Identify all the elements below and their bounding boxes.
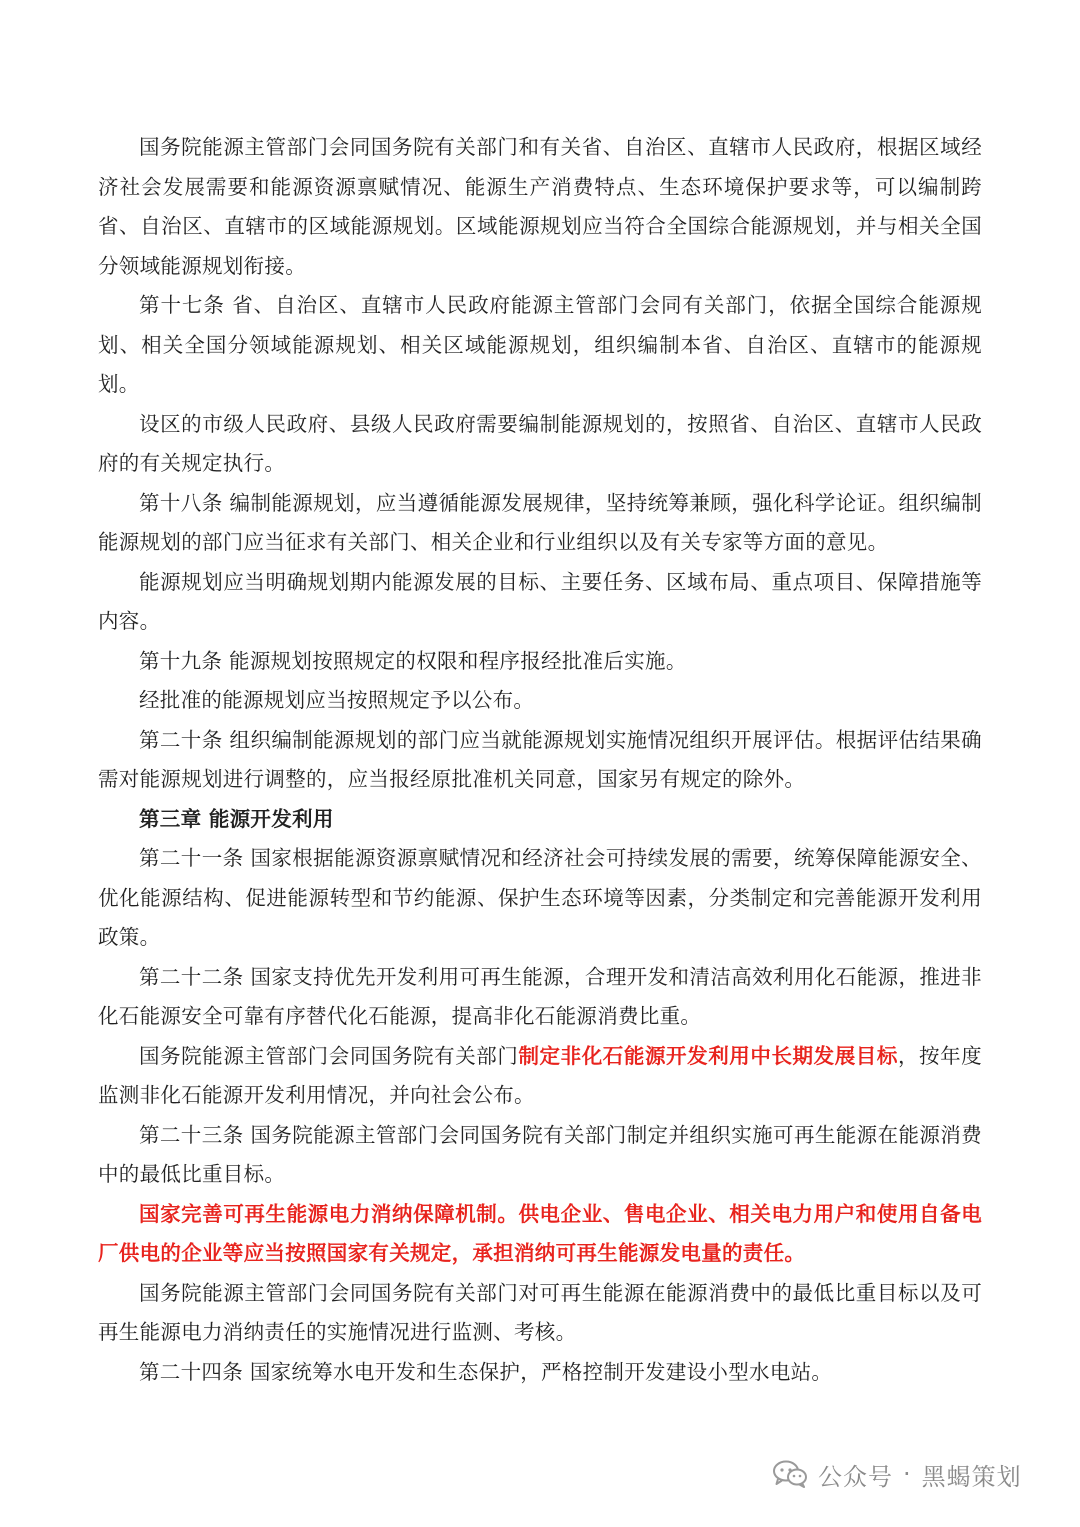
paragraph-non-fossil-before: 国务院能源主管部门会同国务院有关部门 xyxy=(139,1043,519,1068)
article-22: 第二十二条 国家支持优先开发利用可再生能源，合理开发和清洁高效利用化石能源，推进非化石能源安全可靠有序替代化石能源，提高非化石能源消费比重。 xyxy=(98,964,982,1028)
article-18: 第十八条 编制能源规划，应当遵循能源发展规律，坚持统筹兼顾，强化科学论证。组织编制能源规划的部门应当征求有关部门、相关企业和行业组织以及有关专家等方面的意见。 xyxy=(98,490,982,554)
highlight-consumption-guarantee: 国家完善可再生能源电力消纳保障机制。供电企业、售电企业、相关电力用户和使用自备电厂供电的企业等应当按照国家有关规定，承担消纳可再生能源发电量的责任。 xyxy=(98,1201,982,1265)
watermark-separator: · xyxy=(903,1460,912,1488)
article-23: 第二十三条 国务院能源主管部门会同国务院有关部门制定并组织实施可再生能源在能源消费中的最低比重目标。 xyxy=(98,1122,982,1186)
paragraph-regional-plan: 国务院能源主管部门会同国务院有关部门和有关省、自治区、直辖市人民政府，根据区域经济社会发展需要和能源资源禀赋情况、能源生产消费特点、生态环境保护要求等，可以编制跨省、自治区、直辖市的区域能源规划。区域能源规划应当符合全国综合能源规划，并与相关全国分领域能源规划衔接。 xyxy=(98,135,982,278)
article-20: 第二十条 组织编制能源规划的部门应当就能源规划实施情况组织开展评估。根据评估结果确需对能源规划进行调整的，应当报经原批准机关同意，国家另有规定的除外。 xyxy=(98,727,982,791)
document-body xyxy=(98,128,982,1392)
article-21: 第二十一条 国家根据能源资源禀赋情况和经济社会可持续发展的需要，统筹保障能源安全、优化能源结构、促进能源转型和节约能源、保护生态环境等因素，分类制定和完善能源开发利用政策。 xyxy=(98,846,982,949)
article-19: 第十九条 能源规划按照规定的权限和程序报经批准后实施。 xyxy=(139,648,687,673)
paragraph-non-fossil-target xyxy=(98,1037,982,1116)
article-17: 第十七条 省、自治区、直辖市人民政府能源主管部门会同有关部门，依据全国综合能源规划、相关全国分领域能源规划、相关区域能源规划，组织编制本省、自治区、直辖市的能源规划。 xyxy=(98,293,982,396)
watermark xyxy=(772,1452,1022,1496)
paragraph-non-fossil-after: ，按年度监测非化石能源开发利用情况，并向社会公布。 xyxy=(98,1043,982,1107)
watermark-label: 公众号 xyxy=(818,1462,893,1491)
paragraph-plan-publish: 经批准的能源规划应当按照规定予以公布。 xyxy=(139,688,535,712)
paragraph-plan-content: 能源规划应当明确规划期内能源发展的目标、主要任务、区域布局、重点项目、保障措施等内容。 xyxy=(98,569,982,633)
article-24: 第二十四条 国家统筹水电开发和生态保护，严格控制开发建设小型水电站。 xyxy=(139,1359,833,1384)
paragraph-city-county-plan: 设区的市级人民政府、县级人民政府需要编制能源规划的，按照省、自治区、直辖市人民政府的有关规定执行。 xyxy=(98,411,982,475)
watermark-account: 黑蝎策划 xyxy=(921,1462,1022,1491)
paragraph-monitoring-assessment: 国务院能源主管部门会同国务院有关部门对可再生能源在能源消费中的最低比重目标以及可再生能源电力消纳责任的实施情况进行监测、考核。 xyxy=(98,1280,982,1344)
wechat-icon xyxy=(772,1460,808,1488)
chapter-3-heading: 第三章 能源开发利用 xyxy=(139,806,334,831)
highlight-non-fossil-goal: 制定非化石能源开发利用中长期发展目标 xyxy=(518,1043,898,1068)
